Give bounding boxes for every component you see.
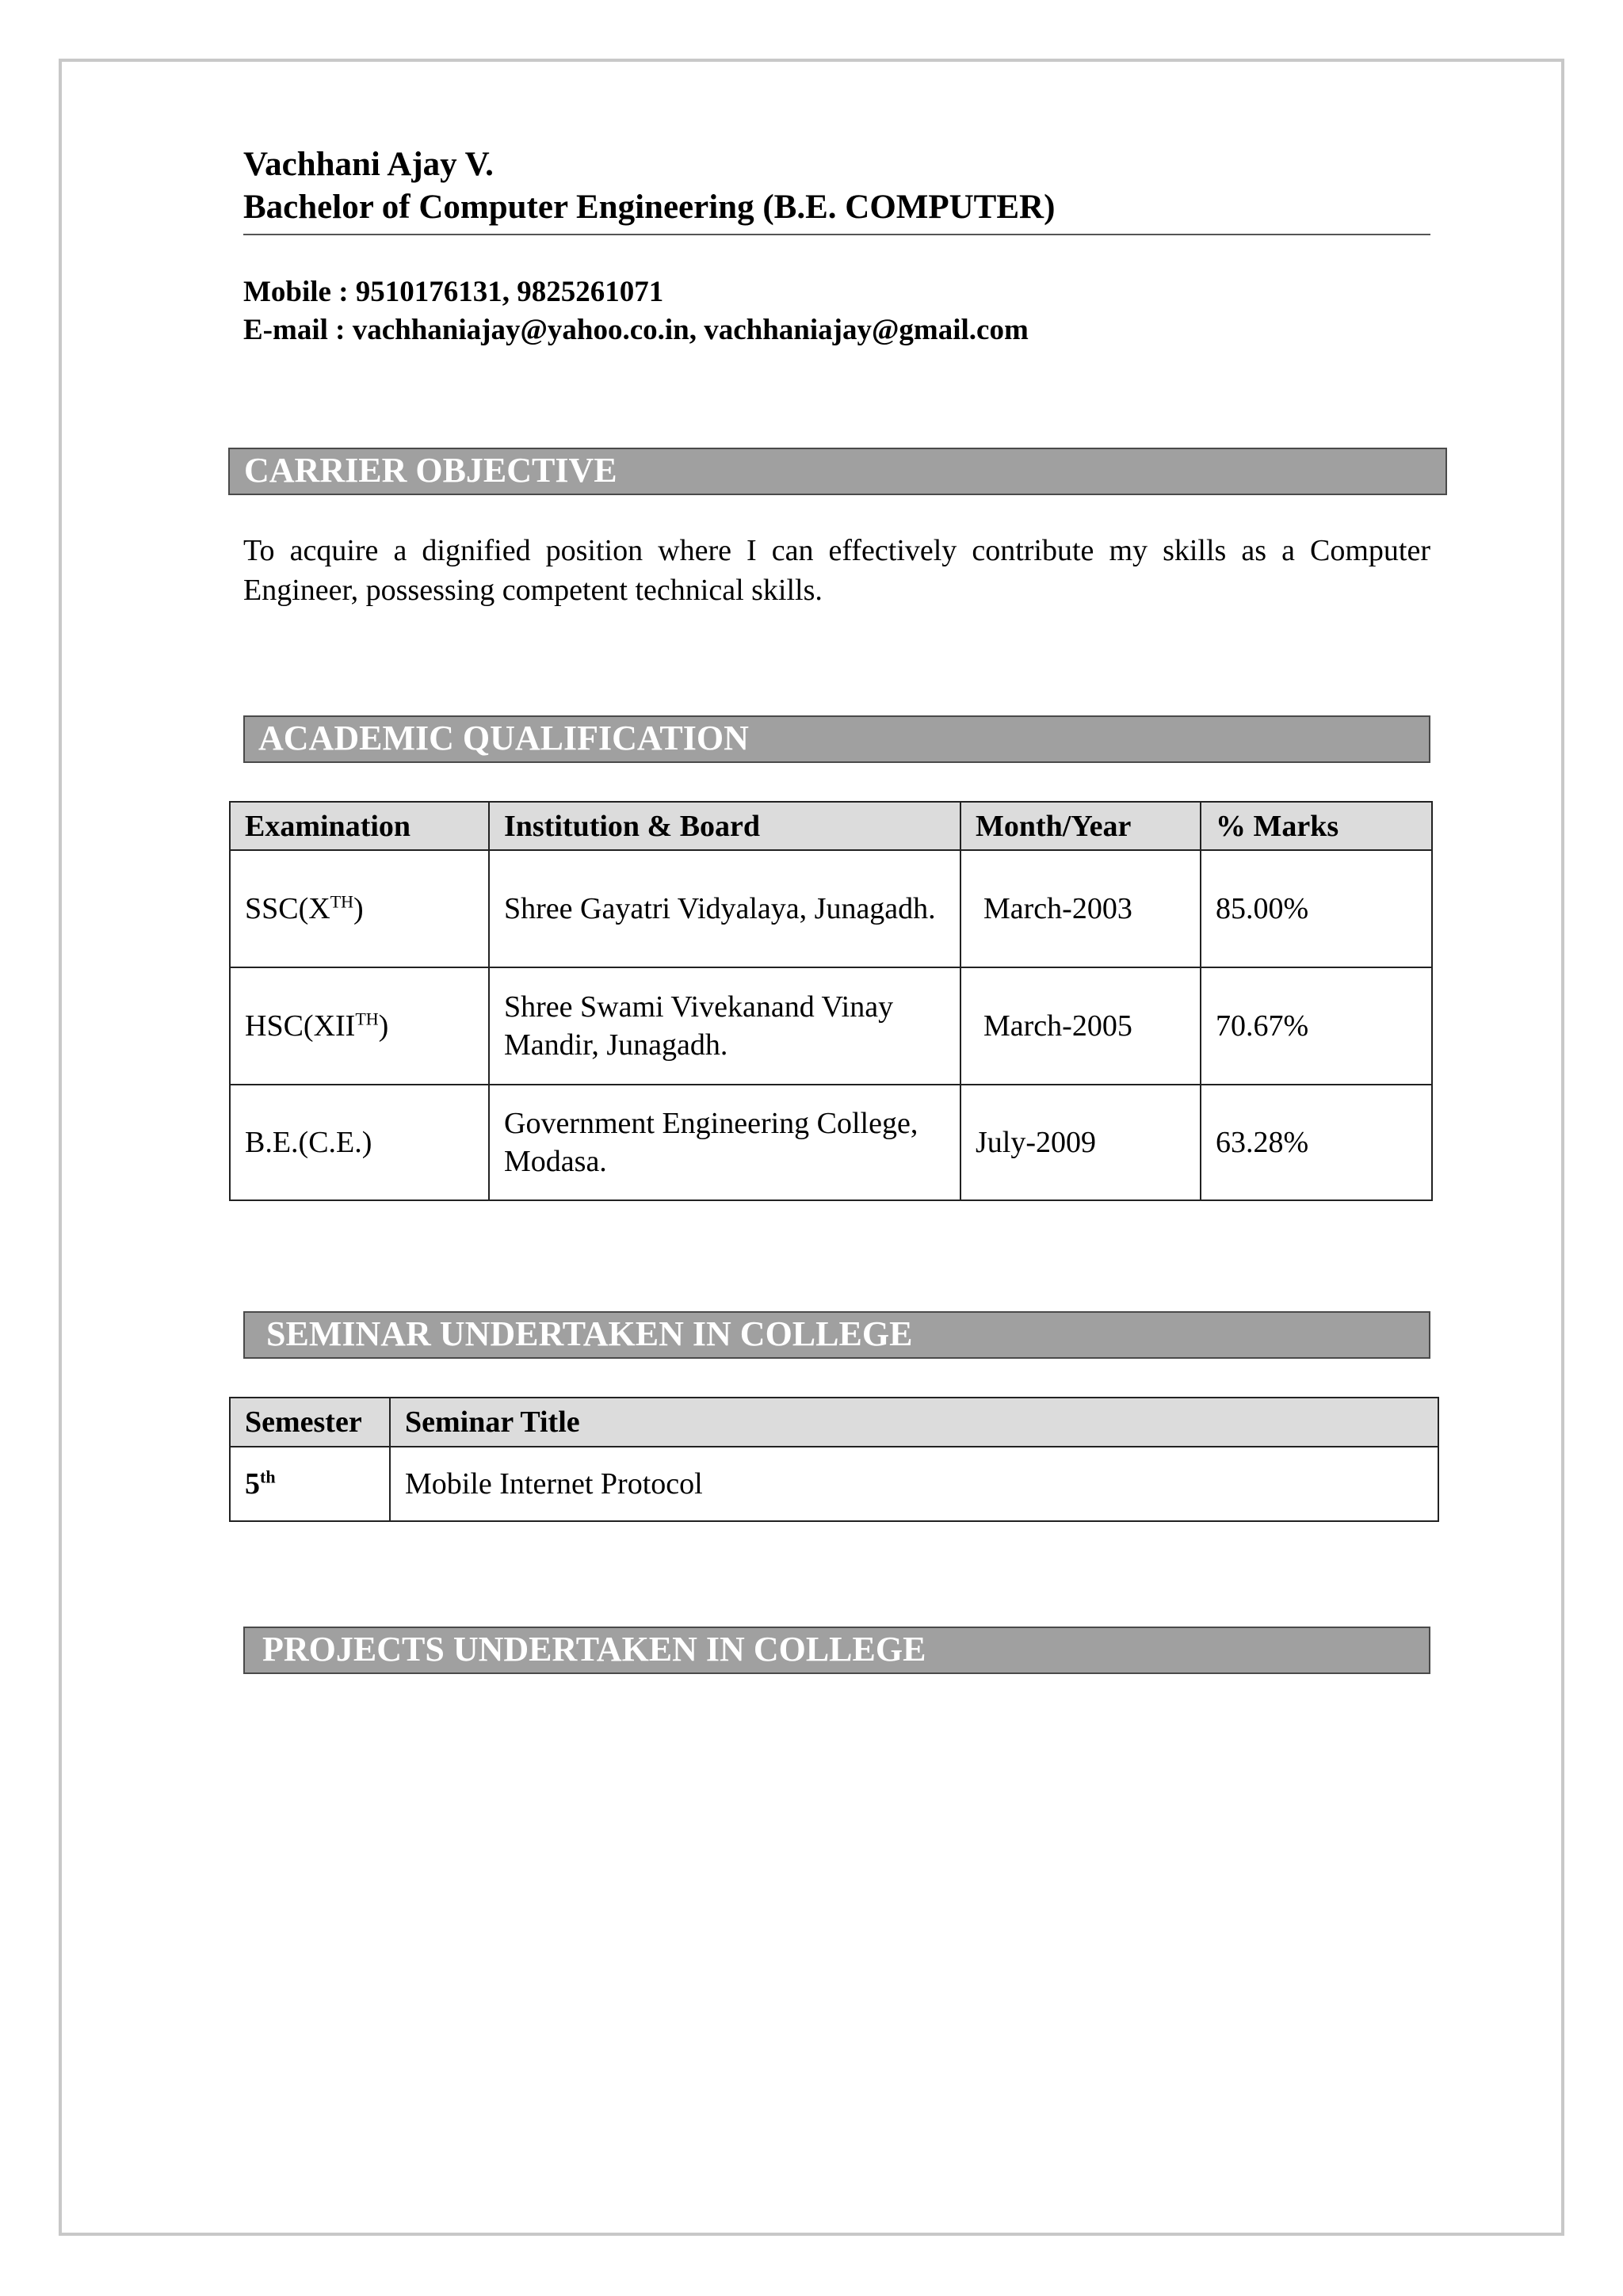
table-row [230, 1085, 1432, 1200]
candidate-name: Vachhani Ajay V. [243, 146, 494, 183]
academic-section-header [243, 715, 1430, 763]
seminar-header-row [230, 1398, 1438, 1447]
objective-section-header [228, 448, 1447, 495]
marks-cell: 85.00% [1201, 850, 1432, 967]
marks-cell: 63.28% [1201, 1085, 1432, 1200]
month-year-cell: March-2005 [960, 967, 1201, 1085]
projects-section-title: PROJECTS UNDERTAKEN IN COLLEGE [262, 1630, 926, 1669]
column-header-semester: Semester [230, 1398, 390, 1447]
academic-table [229, 801, 1433, 1201]
marks-cell: 70.67% [1201, 967, 1432, 1085]
objective-text: To acquire a dignified position where I can effectively contribute my skills as a Computer Engineer, possessing competent technical skills. [243, 534, 1430, 607]
seminar-section-title: SEMINAR UNDERTAKEN IN COLLEGE [266, 1314, 913, 1353]
table-row [230, 1447, 1438, 1521]
column-header-marks: % Marks [1201, 802, 1432, 850]
mobile-line: Mobile : 9510176131, 9825261071 [243, 276, 664, 308]
exam-cell: HSC(XIITH) [230, 967, 489, 1085]
column-header-month-year: Month/Year [960, 802, 1201, 850]
projects-section-header [243, 1627, 1430, 1674]
semester-cell: 5th [230, 1447, 390, 1521]
seminar-table [229, 1397, 1439, 1522]
column-header-seminar-title: Seminar Title [390, 1398, 1438, 1447]
month-year-cell: July-2009 [960, 1085, 1201, 1200]
objective-section-title: CARRIER OBJECTIVE [244, 451, 617, 490]
academic-header-row [230, 802, 1432, 850]
seminar-title-cell: Mobile Internet Protocol [390, 1447, 1438, 1521]
table-row [230, 850, 1432, 967]
month-year-cell: March-2003 [960, 850, 1201, 967]
seminar-section-header [243, 1311, 1430, 1359]
email-line: E-mail : vachhaniajay@yahoo.co.in, vachhaniajay@gmail.com [243, 314, 1029, 346]
exam-cell: B.E.(C.E.) [230, 1085, 489, 1200]
exam-cell: SSC(XTH) [230, 850, 489, 967]
column-header-institution: Institution & Board [489, 802, 960, 850]
candidate-degree: Bachelor of Computer Engineering (B.E. COMPUTER) [243, 189, 1056, 226]
header-divider [243, 234, 1430, 235]
table-row [230, 967, 1432, 1085]
institution-cell: Shree Gayatri Vidyalaya, Junagadh. [489, 850, 960, 967]
institution-cell: Government Engineering College, Modasa. [489, 1085, 960, 1200]
institution-cell: Shree Swami Vivekanand Vinay Mandir, Junagadh. [489, 967, 960, 1085]
academic-section-title: ACADEMIC QUALIFICATION [258, 719, 749, 757]
column-header-examination: Examination [230, 802, 489, 850]
